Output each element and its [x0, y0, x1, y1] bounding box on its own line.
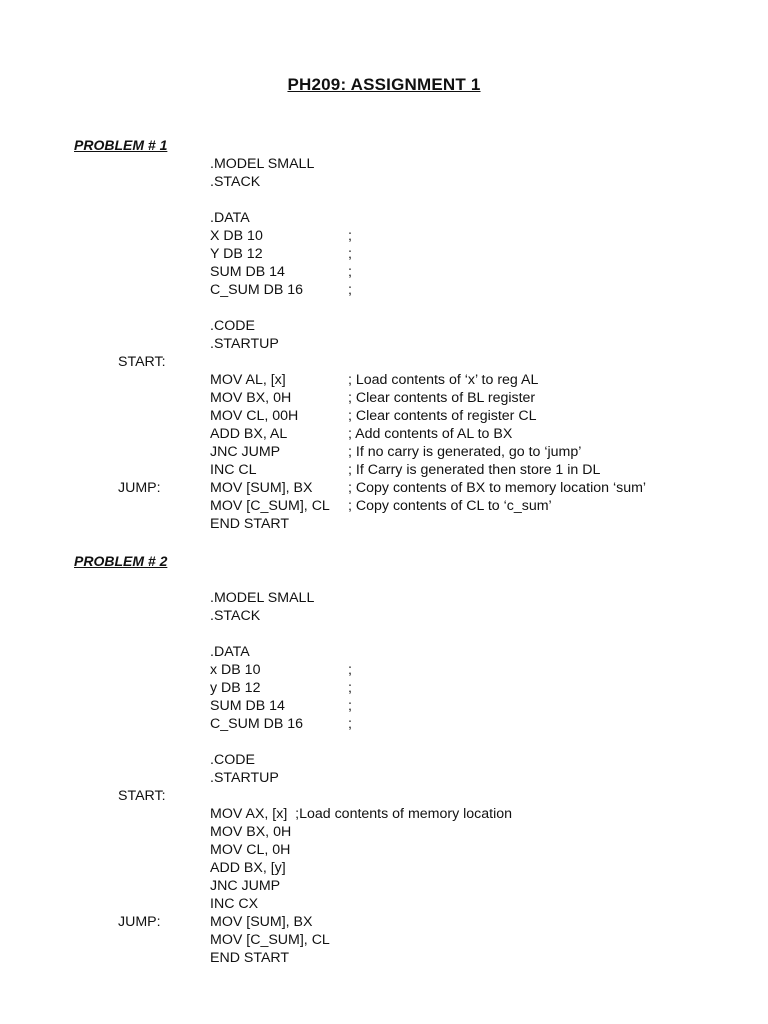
code-instruction: ADD BX, AL — [210, 426, 288, 442]
code-instruction: .MODEL SMALL — [210, 590, 315, 606]
code-line — [0, 425, 768, 443]
code-line — [0, 805, 768, 823]
code-instruction: X DB 10 — [210, 228, 263, 244]
code-instruction: JNC JUMP — [210, 878, 281, 894]
code-instruction: MOV AL, [x] — [210, 372, 286, 388]
code-line — [0, 335, 768, 353]
code-comment: ; — [348, 662, 352, 678]
code-instruction: .STARTUP — [210, 770, 279, 786]
code-line — [0, 751, 768, 769]
code-label: START: — [118, 354, 166, 370]
code-comment: ; Copy contents of CL to ‘c_sum’ — [348, 498, 552, 514]
code-line — [0, 679, 768, 697]
code-line — [0, 155, 768, 173]
code-instruction: .CODE — [210, 318, 255, 334]
code-line — [0, 407, 768, 425]
code-line — [0, 823, 768, 841]
code-comment: ; Copy contents of BX to memory location ‘sum’ — [348, 480, 647, 496]
blank-line — [0, 733, 768, 751]
code-comment: ; — [348, 246, 352, 262]
code-label: START: — [118, 788, 166, 804]
code-instruction: INC CL — [210, 462, 257, 478]
code-comment: ; If no carry is generated, go to ‘jump’ — [348, 444, 582, 460]
code-instruction: END START — [210, 950, 290, 966]
code-comment: ; — [348, 698, 352, 714]
code-instruction: JNC JUMP — [210, 444, 281, 460]
code-line — [0, 643, 768, 661]
blank-line — [0, 299, 768, 317]
code-instruction: .STACK — [210, 608, 261, 624]
code-instruction: C_SUM DB 16 — [210, 716, 304, 732]
code-comment: ; Add contents of AL to BX — [348, 426, 513, 442]
code-line — [0, 589, 768, 607]
problem-1-heading: PROBLEM # 1 — [74, 137, 168, 153]
code-instruction: MOV [SUM], BX — [210, 480, 313, 496]
code-instruction: .STACK — [210, 174, 261, 190]
code-comment: ; Load contents of ‘x’ to reg AL — [348, 372, 539, 388]
code-line — [0, 769, 768, 787]
code-instruction: C_SUM DB 16 — [210, 282, 304, 298]
code-instruction: x DB 10 — [210, 662, 261, 678]
problem-1-code-block — [0, 155, 768, 533]
code-line — [0, 715, 768, 733]
code-instruction: .DATA — [210, 644, 250, 660]
code-line — [0, 931, 768, 949]
code-line — [0, 787, 768, 805]
code-label: JUMP: — [118, 914, 161, 930]
code-line — [0, 949, 768, 967]
code-line — [0, 607, 768, 625]
code-line — [0, 841, 768, 859]
code-comment: ; — [348, 264, 352, 280]
code-line — [0, 209, 768, 227]
code-line — [0, 317, 768, 335]
code-line — [0, 227, 768, 245]
code-instruction: MOV CL, 0H — [210, 842, 291, 858]
problem-2-heading: PROBLEM # 2 — [74, 553, 168, 569]
problem-2-code-block — [0, 589, 768, 967]
code-instruction: SUM DB 14 — [210, 264, 285, 280]
code-instruction: INC CX — [210, 896, 259, 912]
code-instruction: MOV [C_SUM], CL — [210, 498, 330, 514]
code-line — [0, 497, 768, 515]
code-instruction: .CODE — [210, 752, 255, 768]
code-instruction: .DATA — [210, 210, 250, 226]
code-instruction: SUM DB 14 — [210, 698, 285, 714]
code-line — [0, 353, 768, 371]
page-title: PH209: ASSIGNMENT 1 — [287, 75, 481, 94]
code-instruction: MOV BX, 0H — [210, 824, 292, 840]
blank-line — [0, 191, 768, 209]
code-line — [0, 443, 768, 461]
code-line — [0, 479, 768, 497]
code-instruction: MOV CL, 00H — [210, 408, 299, 424]
code-line — [0, 245, 768, 263]
code-comment: ; — [348, 282, 352, 298]
code-line — [0, 461, 768, 479]
code-instruction: END START — [210, 516, 290, 532]
code-line — [0, 263, 768, 281]
code-line — [0, 515, 768, 533]
code-label: JUMP: — [118, 480, 161, 496]
code-line — [0, 371, 768, 389]
code-instruction: MOV [SUM], BX — [210, 914, 313, 930]
code-instruction: Y DB 12 — [210, 246, 263, 262]
code-line — [0, 913, 768, 931]
code-comment: ; Clear contents of BL register — [348, 390, 536, 406]
code-comment: ; — [348, 716, 352, 732]
code-instruction: MOV BX, 0H — [210, 390, 292, 406]
code-comment: ; — [348, 680, 352, 696]
code-line — [0, 877, 768, 895]
code-instruction: MOV [C_SUM], CL — [210, 932, 330, 948]
code-line — [0, 697, 768, 715]
code-instruction: .STARTUP — [210, 336, 279, 352]
code-line — [0, 661, 768, 679]
code-line — [0, 859, 768, 877]
code-instruction: MOV AX, [x] ;Load contents of memory location — [210, 806, 513, 822]
code-line — [0, 281, 768, 299]
code-comment: ; Clear contents of register CL — [348, 408, 537, 424]
code-instruction: y DB 12 — [210, 680, 261, 696]
code-line — [0, 895, 768, 913]
code-instruction: ADD BX, [y] — [210, 860, 286, 876]
code-line — [0, 173, 768, 191]
code-line — [0, 389, 768, 407]
code-comment: ; — [348, 228, 352, 244]
blank-line — [0, 625, 768, 643]
code-instruction: .MODEL SMALL — [210, 156, 315, 172]
code-comment: ; If Carry is generated then store 1 in DL — [348, 462, 601, 478]
